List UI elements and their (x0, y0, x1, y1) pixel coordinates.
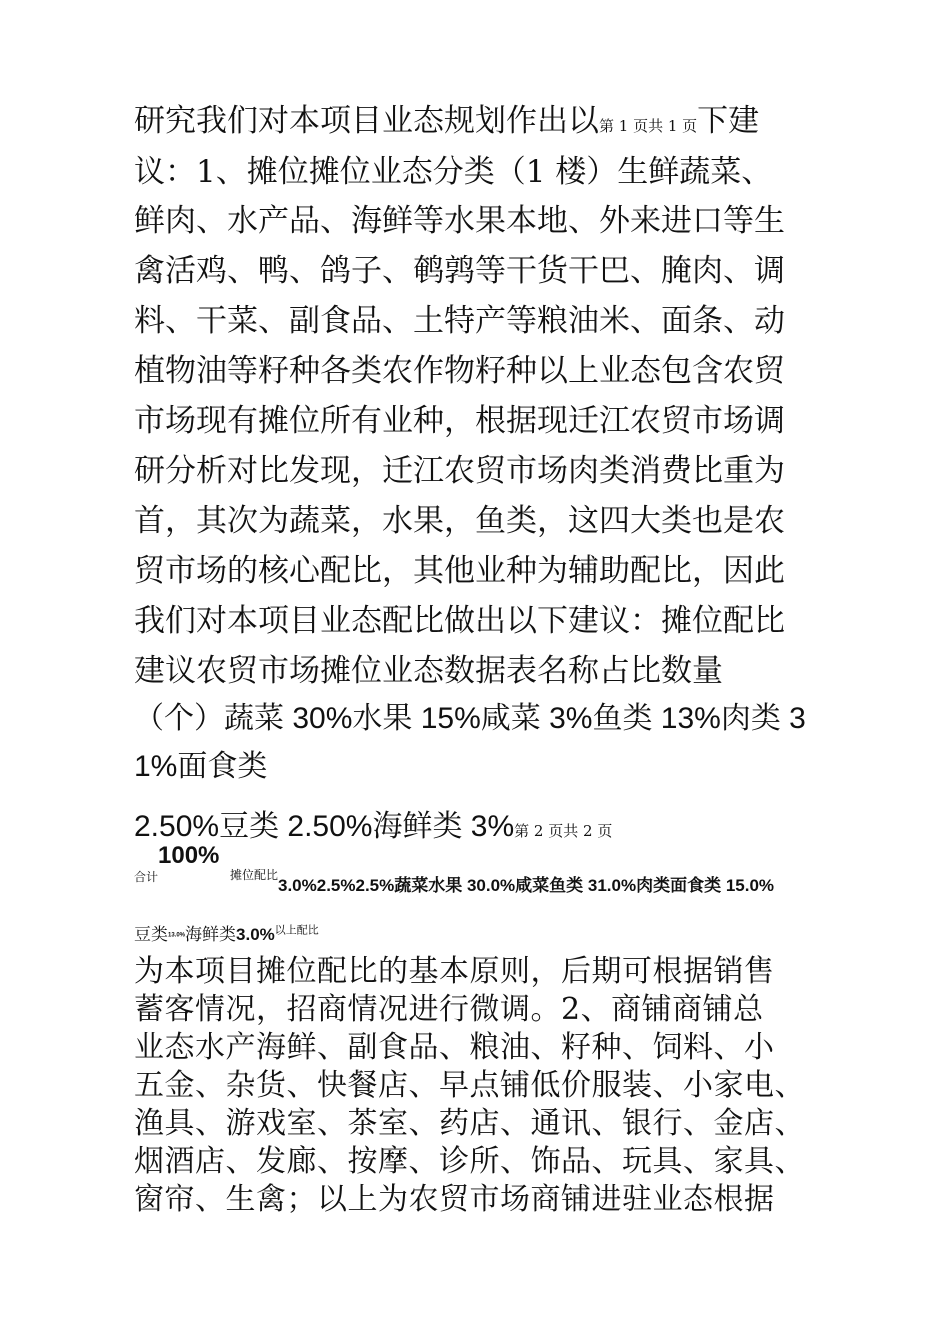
table-text-line (134, 812, 612, 842)
paragraph-line: 鲜肉、水产品、海鲜等水果本地、外来进口等生 (134, 203, 785, 239)
paragraph-line: 五金、杂货、快餐店、早点铺低价服装、小家电、 (134, 1068, 805, 1103)
text-span: 2.50%豆类 2.50%海鲜类 3% (134, 810, 515, 843)
paragraph-line: 研分析对比发现，迁江农贸市场肉类消费比重为 (134, 453, 785, 489)
paragraph-line: 首，其次为蔬菜，水果，鱼类，这四大类也是农 (134, 503, 785, 539)
table-text-line: 1%面食类 (134, 750, 268, 783)
text-span: 研究我们对本项目业态规划作出以 (134, 103, 599, 139)
paragraph-line: 业态水产海鲜、副食品、粮油、籽种、饲料、小 (134, 1030, 775, 1065)
table-text-line: （个）蔬菜 30%水果 15%咸菜 3%鱼类 13%肉类 3 (134, 702, 806, 735)
paragraph-line: 植物油等籽种各类农作物籽种以上业态包含农贸 (134, 353, 785, 389)
paragraph-line: 我们对本项目业态配比做出以下建议：摊位配比 (134, 603, 785, 639)
chart-labels: 3.0%2.5%2.5%蔬菜水果 30.0%咸菜鱼类 31.0%肉类面食类 15.0% (278, 876, 775, 895)
chart-total-value: 100% (158, 842, 220, 869)
text-span: 下建 (697, 103, 760, 139)
paragraph-line: 渔具、游戏室、茶室、药店、通讯、银行、金店、 (134, 1106, 805, 1141)
chart-total-label: 合计 (134, 870, 159, 884)
chart-title: 摊位配比 (230, 868, 279, 882)
paragraph-line (134, 103, 760, 139)
chart-labels-line2 (134, 920, 319, 945)
paragraph-line: 窗帘、生禽；以上为农贸市场商铺进驻业态根据 (134, 1182, 775, 1217)
chart-label-tiny: 13.0% (168, 932, 186, 939)
paragraph-line: 禽活鸡、鸭、鸽子、鹌鹑等干货干巴、腌肉、调 (134, 253, 785, 289)
paragraph-line: 建议农贸市场摊位业态数据表名称占比数量 (134, 653, 723, 689)
paragraph-line: 贸市场的核心配比，其他业种为辅助配比，因此 (134, 553, 785, 589)
page-marker: 第 2 页共 2 页 (514, 822, 613, 840)
paragraph-line: 议：1、摊位摊位业态分类（1 楼）生鲜蔬菜、 (134, 154, 773, 190)
paragraph-line: 为本项目摊位配比的基本原则，后期可根据销售 (134, 954, 775, 989)
paragraph-line: 蓄客情况，招商情况进行微调。2、商铺商铺总 (134, 992, 764, 1027)
paragraph-line: 料、干菜、副食品、土特产等粮油米、面条、动 (134, 303, 785, 339)
chart-label-sup: 以上配比 (274, 923, 319, 937)
chart-label: 3.0% (236, 925, 275, 944)
page-marker: 第 1 页共 1 页 (599, 117, 698, 135)
paragraph-line: 市场现有摊位所有业种，根据现迁江农贸市场调 (134, 403, 785, 439)
chart-label: 海鲜类 (185, 925, 237, 944)
paragraph-line: 烟酒店、发廊、按摩、诊所、饰品、玩具、家具、 (134, 1144, 805, 1179)
chart-label: 豆类 (134, 925, 168, 944)
